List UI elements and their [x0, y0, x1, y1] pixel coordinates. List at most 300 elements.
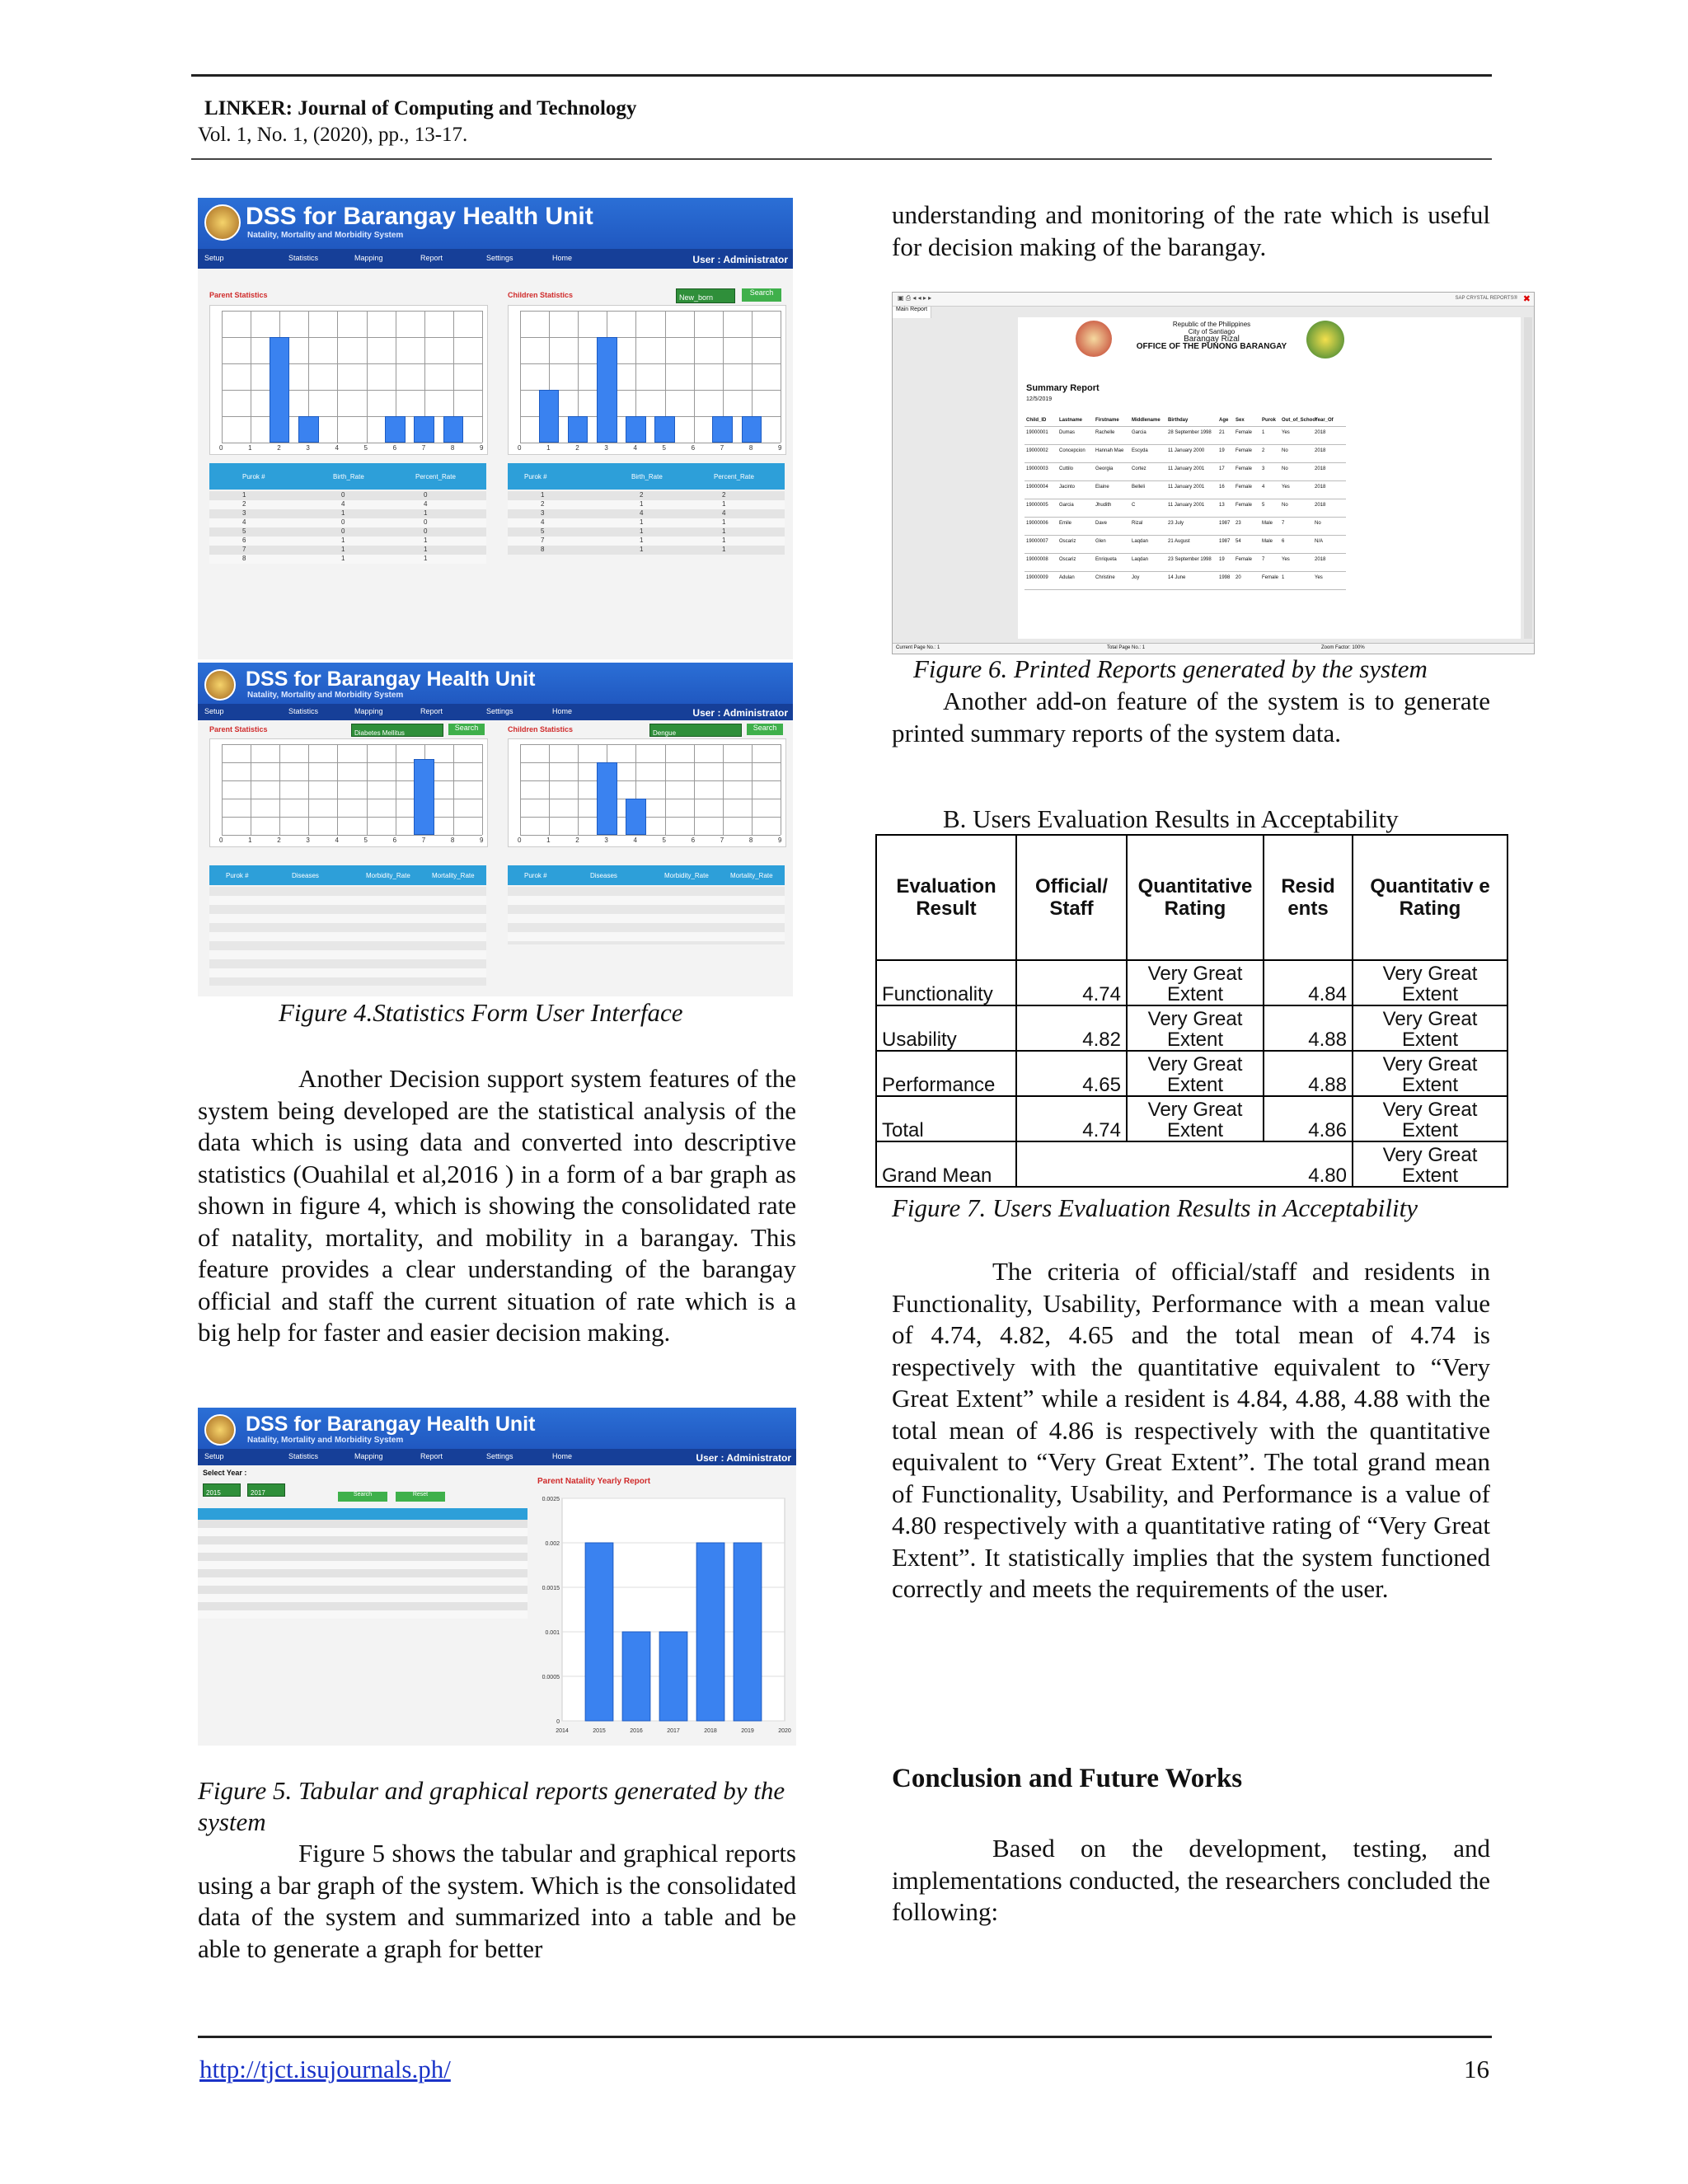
journal-volume: Vol. 1, No. 1, (2020), pp., 13-17.	[198, 124, 468, 146]
app-subtitle: Natality, Mortality and Morbidity System	[247, 231, 404, 240]
nav-home[interactable]: Home	[552, 1452, 573, 1460]
table-row	[1025, 463, 1346, 481]
table-cell: 54	[1236, 539, 1241, 544]
table-cell: 0	[424, 527, 428, 535]
x-tick-label: 4	[633, 444, 637, 452]
gridline	[520, 363, 781, 364]
left-paragraph-1: Another Decision support system features of the system being developed are the statistical analysis of the data which is using data and converted into descriptive statistics (Ouahilal et al,2016 ) in a form of a bar graph as shown in figure 4, which is showing the consolidated rate of natality, mortality, and mobility in a barangay. This feature provides a clear understanding of the barangay official and staff the current situation of rate which is a big help for faster and easier decision making.	[198, 1064, 796, 1347]
table-row	[209, 491, 486, 500]
table-cell: Garcia	[1132, 430, 1146, 435]
table-cell: Yes	[1282, 485, 1290, 490]
barangay-seal-icon	[204, 204, 241, 241]
x-tick-label: 5	[363, 444, 368, 452]
nav-setup[interactable]: Setup	[204, 1452, 224, 1460]
journal-url-link[interactable]: http://tjct.isujournals.ph/	[199, 2055, 451, 2083]
x-tick-label: 6	[691, 444, 696, 452]
table-cell: Out_of_School	[1282, 418, 1317, 423]
table-cell: Firstname	[1095, 418, 1119, 423]
table-cell: 1	[541, 491, 545, 499]
table-row: Usability 4.82 Very Great Extent 4.88 Very Great Extent	[876, 1005, 1507, 1051]
table-row	[508, 509, 785, 518]
y-tick-label: 0.001	[545, 1630, 560, 1636]
tab-main-report[interactable]: Main Report	[893, 307, 931, 318]
table-cell: Emile	[1059, 521, 1072, 526]
table-cell: N/A	[1315, 539, 1324, 544]
x-tick-label: 7	[720, 837, 724, 844]
nav-setup[interactable]: Setup	[204, 707, 224, 715]
table-cell: 3	[1262, 466, 1265, 471]
table-row	[1025, 445, 1346, 463]
table-cell: 19000003	[1026, 466, 1048, 471]
section-b-heading: B. Users Evaluation Results in Acceptability	[943, 804, 1399, 833]
disease-filter-select[interactable]: Diabetes Mellitus	[351, 724, 443, 737]
table-cell: Sex	[1236, 418, 1245, 423]
parent-table-header: Purok # Birth_Rate Percent_Rate	[209, 463, 486, 490]
table-row	[209, 546, 486, 555]
report-table-rows	[198, 1520, 528, 1619]
table-cell: 4	[1262, 485, 1265, 490]
conclusion-heading: Conclusion and Future Works	[892, 1764, 1243, 1793]
right-paragraph-3: The criteria of official/staff and residents in Functionality, Usability, Performance with a mean value of 4.74, 4.82, 4.65 and the total mean of 4.74 is respectively with the quantitative equivalent to “Very Great Extent” while a resident is 4.84, 4.88, 4.88 with the total mean of 4.86 is respectively with the quantitative equivalent to “Very Great Extent”. The total grand mean of Functionality, Usability, and Performance is a value of 4.80 respectively with a quantitative rating of “Very Great Extent”. It statistically implies that the system functioned correctly and meets the requirements of the user.	[892, 1257, 1490, 1603]
nav-settings[interactable]: Settings	[486, 707, 513, 715]
table-cell: 11 January 2001	[1168, 485, 1205, 490]
table-cell: 19000006	[1026, 521, 1048, 526]
table-cell: 0	[424, 491, 428, 499]
table-cell: Dave	[1095, 521, 1108, 526]
table-cell: Birthday	[1168, 418, 1189, 423]
gridline-vertical	[723, 744, 724, 835]
table-cell: 19000002	[1026, 448, 1048, 453]
gridline	[222, 311, 482, 312]
x-tick-label: 2016	[630, 1728, 643, 1734]
table-cell: Laqdan	[1132, 539, 1149, 544]
children-stats-label: Children Statistics	[508, 725, 574, 733]
nav-settings[interactable]: Settings	[486, 1452, 513, 1460]
chart-bar	[298, 416, 319, 443]
th-residents: Resid ents	[1264, 835, 1353, 960]
chart-bar	[414, 759, 434, 835]
x-tick-label: 2	[575, 444, 579, 452]
table-cell: 1	[640, 527, 644, 535]
table-cell: 4	[722, 509, 726, 517]
x-tick-label: 6	[691, 837, 696, 844]
table-cell: Female	[1236, 485, 1253, 490]
gridline	[520, 780, 781, 781]
header-rule	[191, 158, 1492, 160]
table-cell: 2018	[1315, 466, 1326, 471]
search-button[interactable]: Search	[742, 288, 781, 302]
table-cell: Rachelle	[1095, 430, 1115, 435]
gridline	[520, 762, 781, 763]
table-cell: Rizal	[1132, 521, 1143, 526]
table-cell: 2	[242, 500, 246, 508]
chart-bar	[696, 1543, 724, 1721]
table-cell: 19000001	[1026, 430, 1048, 435]
chart-bar	[712, 416, 733, 443]
x-tick-label: 0	[219, 837, 223, 844]
right-paragraph-4: Based on the development, testing, and implementations conducted, the researchers concluded the following:	[892, 1834, 1490, 1926]
report-page	[1018, 317, 1521, 639]
fig4-caption: Figure 4.Statistics Form User Interface	[279, 998, 683, 1027]
table-cell: 11 January 2000	[1168, 448, 1205, 453]
x-tick-label: 1	[546, 444, 551, 452]
table-cell: 2	[1262, 448, 1265, 453]
gridline-vertical	[665, 744, 666, 835]
x-tick-label: 3	[604, 837, 608, 844]
x-tick-label: 2	[575, 837, 579, 844]
table-cell: Yes	[1282, 557, 1290, 562]
chart-bar	[539, 390, 560, 443]
table-cell: 1	[341, 537, 345, 544]
vertical-scrollbar[interactable]	[1524, 317, 1532, 639]
reset-button[interactable]: Reset	[396, 1492, 445, 1502]
gridline-vertical	[367, 311, 368, 443]
nav-report[interactable]: Report	[420, 707, 443, 715]
app-header	[198, 198, 793, 269]
report-chart-title: Parent Natality Yearly Report	[537, 1477, 651, 1486]
app-subtitle-2: Natality, Mortality and Morbidity System	[247, 691, 404, 700]
table-cell: Cuttilo	[1059, 466, 1074, 471]
nav-report[interactable]: Report	[420, 254, 443, 262]
table-row	[1025, 554, 1346, 572]
nav-statistics[interactable]: Statistics	[288, 707, 319, 715]
gridline	[520, 835, 781, 836]
app-title-2: DSS for Barangay Health Unit	[246, 668, 536, 691]
table-row	[209, 555, 486, 564]
table-cell: 16	[1219, 485, 1225, 490]
parent-morbidity-chart	[209, 738, 488, 847]
report-date: 12/5/2019	[1026, 396, 1053, 402]
chart-bar	[742, 416, 762, 443]
gridline-vertical	[482, 311, 483, 443]
table-cell: Female	[1236, 503, 1253, 508]
app-header-2	[198, 663, 793, 720]
table-cell: Enriqueta	[1095, 557, 1117, 562]
table-cell: 2018	[1315, 448, 1326, 453]
table-cell: 19000004	[1026, 485, 1048, 490]
table-cell: Jhudith	[1095, 503, 1112, 508]
table-cell: Lastname	[1059, 418, 1083, 423]
table-row-grand-mean: Grand Mean 4.80 Very Great Extent	[876, 1141, 1507, 1187]
fig5-screenshot	[198, 1408, 796, 1746]
fig4-screenshot-top	[198, 198, 793, 659]
app-subtitle-3: Natality, Mortality and Morbidity System	[247, 1436, 404, 1445]
table-cell: Yes	[1315, 575, 1323, 580]
table-cell: 20	[1236, 575, 1241, 580]
table-cell: Male	[1262, 521, 1273, 526]
table-row	[508, 500, 785, 509]
table-row: Total 4.74 Very Great Extent 4.86 Very Great Extent	[876, 1096, 1507, 1141]
x-tick-label: 2014	[556, 1728, 569, 1734]
gridline-vertical	[337, 744, 338, 835]
x-tick-label: 3	[604, 444, 608, 452]
summary-table	[1025, 415, 1346, 590]
x-tick-label: 6	[392, 444, 397, 452]
table-cell: Garcia	[1059, 503, 1074, 508]
table-cell: 2018	[1315, 503, 1326, 508]
crystal-brand: SAP CRYSTAL REPORTS®	[1455, 296, 1517, 301]
chart-bar	[597, 762, 617, 835]
parent-table-rows	[209, 491, 486, 564]
children-birth-chart	[508, 305, 786, 455]
table-row	[209, 518, 486, 527]
table-cell: 7	[1262, 557, 1265, 562]
x-tick-label: 1	[546, 837, 551, 844]
table-cell: 1	[341, 555, 345, 562]
table-cell: Adulan	[1059, 575, 1075, 580]
chart-bar	[626, 799, 646, 835]
x-tick-label: 2015	[593, 1728, 606, 1734]
x-tick-label: 7	[720, 444, 724, 452]
table-cell: 23 July	[1168, 521, 1184, 526]
table-cell: 19000007	[1026, 539, 1048, 544]
table-row	[508, 491, 785, 500]
table-cell: 5	[1262, 503, 1265, 508]
search-button[interactable]: Search	[338, 1492, 387, 1502]
right-paragraph-fig6: Another add-on feature of the system is to generate printed summary reports of the system data.	[892, 687, 1490, 748]
chart-bar	[622, 1632, 650, 1721]
x-tick-label: 7	[421, 837, 426, 844]
chart-bar	[626, 416, 646, 443]
x-tick-label: 3	[306, 444, 310, 452]
x-tick-label: 5	[662, 444, 666, 452]
year-to-select[interactable]: 2017	[247, 1483, 285, 1497]
app-title-3: DSS for Barangay Health Unit	[246, 1413, 536, 1436]
evaluation-table	[875, 834, 1508, 1188]
table-cell: 11 January 2001	[1168, 503, 1205, 508]
table-cell: 1	[341, 546, 345, 553]
table-cell: 2018	[1315, 430, 1326, 435]
disease-filter-select-2[interactable]: Dengue	[649, 724, 742, 737]
table-cell: Female	[1236, 557, 1253, 562]
gridline-vertical	[222, 744, 223, 835]
children-table-header: Purok # Birth_Rate Percent_Rate	[508, 463, 785, 490]
table-cell: Purok	[1262, 418, 1277, 423]
table-cell: 4	[242, 518, 246, 526]
x-tick-label: 2	[277, 837, 281, 844]
table-cell: 5	[242, 527, 246, 535]
parent-stats-label: Parent Statistics	[209, 725, 268, 733]
table-cell: 0	[341, 518, 345, 526]
table-cell: Year_Of	[1315, 418, 1334, 423]
table-cell: Child_ID	[1026, 418, 1047, 423]
x-tick-label: 6	[392, 837, 397, 844]
report-table-header	[198, 1508, 528, 1520]
table-cell: 14 June	[1168, 575, 1186, 580]
x-tick-label: 4	[633, 837, 637, 844]
x-tick-label: 2020	[778, 1728, 791, 1734]
table-cell: 1	[722, 527, 726, 535]
table-row	[209, 527, 486, 537]
table-cell: Dumas	[1059, 430, 1076, 435]
table-cell: 1987	[1219, 539, 1231, 544]
table-row	[209, 500, 486, 509]
table-cell: 6	[242, 537, 246, 544]
year-from-select[interactable]: 2015	[203, 1483, 241, 1497]
gridline-vertical	[578, 744, 579, 835]
y-tick-label: 0.002	[545, 1541, 560, 1547]
chart-bar	[414, 416, 434, 443]
table-cell: Age	[1219, 418, 1229, 423]
th-official: Official/ Staff	[1016, 835, 1127, 960]
toolbar-icons[interactable]: ▣ ⎙ ◂ ◂ ▸ ▸	[898, 294, 932, 302]
gridline-vertical	[453, 744, 454, 835]
gridline-vertical	[549, 744, 550, 835]
nav-mapping[interactable]: Mapping	[354, 254, 383, 262]
gridline	[222, 817, 482, 818]
app-title: DSS for Barangay Health Unit	[246, 203, 593, 230]
table-cell: 7	[1282, 521, 1285, 526]
x-tick-label: 1	[248, 837, 252, 844]
parent-stats-label: Parent Statistics	[209, 291, 268, 299]
y-tick-label: 0	[556, 1719, 560, 1725]
children-disease-header: Purok # Diseases Morbidity_Rate Mortality_Rate	[508, 865, 785, 885]
chart-bar	[585, 1543, 613, 1721]
status-bar: Current Page No.: 1 Total Page No.: 1 Zoom Factor: 100%	[893, 643, 1534, 654]
page-number: 16	[1464, 2055, 1489, 2083]
table-cell: 2018	[1315, 557, 1326, 562]
report-letterhead: Republic of the Philippines City of Santiago Barangay Rizal OFFICE OF THE PUNONG BARANGAY	[1136, 321, 1287, 351]
x-tick-label: 8	[748, 444, 753, 452]
children-stats-label: Children Statistics	[508, 291, 574, 299]
table-cell: Georgia	[1095, 466, 1114, 471]
table-cell: Christine	[1095, 575, 1115, 580]
table-cell: 1987	[1219, 521, 1231, 526]
x-tick-label: 2019	[741, 1728, 754, 1734]
gridline-vertical	[337, 311, 338, 443]
chart-bar	[270, 337, 290, 443]
table-row	[1025, 572, 1346, 590]
th-rating2: Quantitativ e Rating	[1353, 835, 1507, 960]
table-cell: Laqdan	[1132, 557, 1149, 562]
nav-home[interactable]: Home	[552, 707, 573, 715]
birth-filter-select[interactable]: New_born	[676, 288, 735, 303]
table-cell: No	[1282, 448, 1288, 453]
table-cell: 0	[341, 527, 345, 535]
table-cell: Jacinto	[1059, 485, 1076, 490]
table-cell: 2	[722, 491, 726, 499]
table-cell: 1	[640, 518, 644, 526]
table-cell: Escyda	[1132, 448, 1148, 453]
table-cell: 19000005	[1026, 503, 1048, 508]
table-row: Performance 4.65 Very Great Extent 4.88 Very Great Extent	[876, 1051, 1507, 1096]
table-cell: 13	[1219, 503, 1225, 508]
table-cell: Female	[1262, 575, 1279, 580]
barangay-seal-icon	[204, 1414, 236, 1446]
x-tick-label: 9	[480, 837, 484, 844]
table-cell: No	[1282, 466, 1288, 471]
children-table-rows	[508, 491, 785, 555]
table-row	[209, 509, 486, 518]
table-row	[1025, 499, 1346, 518]
chart-bar	[443, 416, 464, 443]
gridline-vertical	[520, 744, 521, 835]
nav-mapping[interactable]: Mapping	[354, 1452, 383, 1460]
parent-disease-rows	[209, 887, 486, 986]
city-seal-icon	[1076, 321, 1112, 357]
left-paragraph-2: Figure 5 shows the tabular and graphical reports using a bar graph of the system. Which is the consolidated data of the system and summarized into a table and be able to generate a graph for better	[198, 1839, 796, 1963]
table-cell: 23 September 1998	[1168, 557, 1212, 562]
nav-statistics[interactable]: Statistics	[288, 254, 319, 262]
fig6-caption: Figure 6. Printed Reports generated by the system	[913, 654, 1428, 683]
gridline	[520, 744, 781, 745]
parent-disease-header: Purok # Diseases Morbidity_Rate Mortality_Rate	[209, 865, 486, 885]
table-cell: 3	[242, 509, 246, 517]
search-button[interactable]: Search	[448, 724, 485, 735]
parent-birth-chart	[209, 305, 488, 455]
x-tick-label: 8	[748, 837, 753, 844]
barangay-seal-icon	[1306, 321, 1344, 359]
x-tick-label: 5	[363, 837, 368, 844]
viewer-toolbar	[893, 293, 1534, 307]
table-cell: Belleli	[1132, 485, 1146, 490]
user-label: User : Administrator	[696, 1452, 791, 1464]
table-cell: 1	[424, 555, 428, 562]
table-cell: 1	[424, 546, 428, 553]
gridline	[222, 390, 482, 391]
chart-bar	[597, 337, 617, 443]
nav-statistics[interactable]: Statistics	[288, 1452, 319, 1460]
table-row	[1025, 536, 1346, 554]
gridline-vertical	[752, 744, 753, 835]
search-button-2[interactable]: Search	[747, 724, 783, 735]
nav-setup[interactable]: Setup	[204, 254, 224, 262]
gridline-vertical	[308, 744, 309, 835]
table-cell: 1998	[1219, 575, 1231, 580]
close-icon[interactable]: ✖	[1522, 294, 1531, 304]
natality-yearly-chart	[532, 1490, 793, 1737]
app-header-3	[198, 1408, 796, 1465]
nav-home[interactable]: Home	[552, 254, 573, 262]
fig4-screenshot-bottom	[198, 663, 793, 996]
table-cell: 21	[1219, 430, 1225, 435]
table-cell: 2	[640, 491, 644, 499]
gridline-vertical	[482, 744, 483, 835]
table-cell: Concepcion	[1059, 448, 1085, 453]
nav-report[interactable]: Report	[420, 1452, 443, 1460]
table-cell: Cortez	[1132, 466, 1146, 471]
table-cell: 19	[1219, 557, 1225, 562]
nav-bar-2	[198, 704, 793, 720]
table-cell: 23	[1236, 521, 1241, 526]
table-cell: 5	[541, 527, 545, 535]
fig6-report-window	[892, 292, 1535, 654]
table-cell: 4	[424, 500, 428, 508]
gridline-vertical	[367, 744, 368, 835]
gridline	[222, 780, 482, 781]
gridline	[520, 390, 781, 391]
table-cell: 11 January 2001	[1168, 466, 1205, 471]
user-label: User : Administrator	[692, 254, 788, 265]
select-year-label: Select Year :	[203, 1469, 247, 1477]
table-row	[1025, 415, 1346, 427]
th-evaluation: Evaluation Result	[876, 835, 1016, 960]
gridline	[222, 337, 482, 338]
table-row: Functionality 4.74 Very Great Extent 4.84 Very Great Extent	[876, 960, 1507, 1005]
table-cell: 0	[341, 491, 345, 499]
nav-settings[interactable]: Settings	[486, 254, 513, 262]
table-cell: 1	[424, 509, 428, 517]
table-cell: Glen	[1095, 539, 1106, 544]
table-header-row	[876, 835, 1507, 960]
table-row	[508, 527, 785, 537]
summary-title: Summary Report	[1026, 383, 1100, 393]
x-tick-label: 7	[421, 444, 426, 452]
table-cell: 19000009	[1026, 575, 1048, 580]
chart-bar	[385, 416, 406, 443]
y-tick-label: 0.0025	[542, 1497, 560, 1502]
nav-mapping[interactable]: Mapping	[354, 707, 383, 715]
